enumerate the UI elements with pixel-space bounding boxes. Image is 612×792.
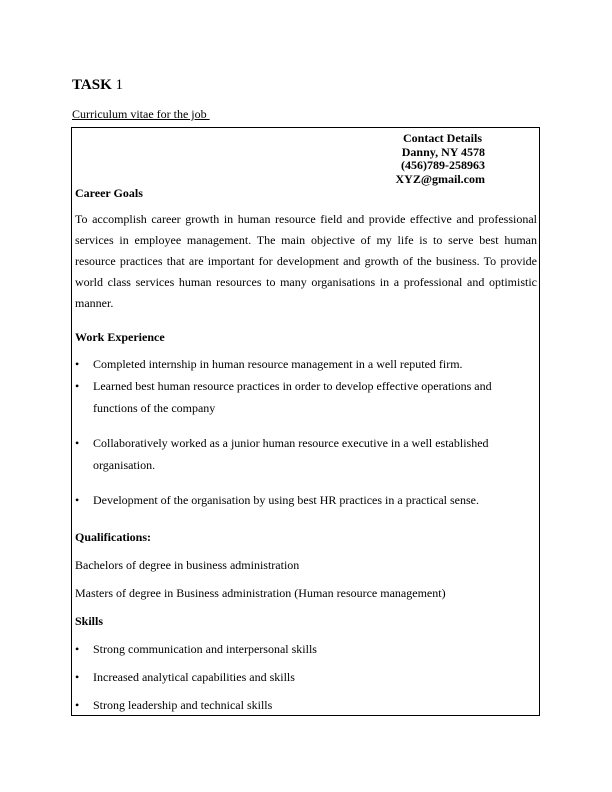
bullet-icon: • (75, 493, 80, 507)
bullet-icon: • (75, 670, 80, 684)
work-experience-item (75, 354, 515, 376)
work-experience-item-text: Learned best human resource practices in order to develop effective operations and functions of the company (93, 379, 492, 415)
qualifications-heading: Qualifications: (75, 530, 152, 544)
bullet-icon: • (75, 357, 80, 371)
work-experience-item (75, 376, 515, 419)
task-number: 1 (115, 77, 123, 93)
work-experience-item (75, 490, 515, 512)
contact-email: XYZ@gmail.com (395, 171, 485, 186)
bullet-icon: • (75, 642, 80, 656)
contact-phone: (456)789-258963 (401, 158, 485, 172)
work-experience-item-text: Collaboratively worked as a junior human resource executive in a well established organisation. (93, 436, 489, 472)
cv-heading: Curriculum vitae for the job (72, 107, 210, 121)
qualification-item: Masters of degree in Business administration (Human resource management) (75, 586, 446, 600)
qualification-item: Bachelors of degree in business administration (75, 558, 300, 572)
skill-item-text: Increased analytical capabilities and skills (93, 670, 295, 684)
skill-item (75, 639, 515, 661)
contact-title: Contact Details (403, 131, 482, 145)
skill-item (75, 695, 515, 717)
work-experience-heading: Work Experience (75, 330, 165, 344)
cv-box (71, 127, 540, 716)
career-goals-heading: Career Goals (75, 186, 143, 200)
contact-details (396, 132, 485, 186)
task-label: TASK (72, 77, 112, 93)
bullet-icon: • (75, 436, 80, 450)
work-experience-item-text: Completed internship in human resource management in a well reputed firm. (93, 357, 463, 371)
work-experience-item (75, 433, 515, 476)
skill-item-text: Strong leadership and technical skills (93, 698, 273, 712)
bullet-icon: • (75, 698, 80, 712)
skill-item (75, 667, 515, 689)
contact-address: Danny, NY 4578 (401, 144, 485, 159)
skill-item-text: Strong communication and interpersonal skills (93, 642, 317, 656)
career-goals-text: To accomplish career growth in human resource field and provide effective and professional services in employee management. The main objective of my life is to serve best human resource practices that are important for development and growth of the business. To provide world class services human resources to many organisations in a professional and optimistic manner. (75, 212, 537, 310)
skills-heading: Skills (75, 614, 104, 628)
bullet-icon: • (75, 379, 80, 393)
work-experience-item-text: Development of the organisation by using best HR practices in a practical sense. (93, 493, 480, 507)
task-title (72, 76, 123, 94)
